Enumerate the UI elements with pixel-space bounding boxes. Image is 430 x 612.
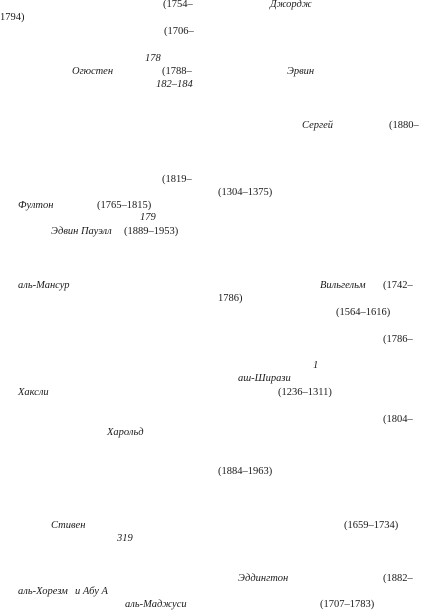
date-fragment: 1794) <box>0 12 25 23</box>
date-fragment: (1889–1953) <box>124 226 179 237</box>
date-fragment: (1754– <box>163 0 193 10</box>
name-fragment: Огюстен <box>72 66 114 77</box>
date-fragment: (1804– <box>383 414 413 425</box>
date-fragment: (1882– <box>383 573 413 584</box>
date-fragment: (1742– <box>383 280 413 291</box>
date-fragment: (1304–1375) <box>218 187 273 198</box>
page-reference: 178 <box>145 53 161 64</box>
page-reference: 182–184 <box>156 79 193 90</box>
name-fragment: Эддингтон <box>238 573 289 584</box>
date-fragment: (1236–1311) <box>278 387 332 398</box>
name-fragment: Хаксли <box>18 387 49 398</box>
page-reference: 1 <box>313 360 319 371</box>
name-fragment: Стивен <box>51 520 86 531</box>
name-fragment: Джордж <box>270 0 312 10</box>
name-fragment: аль-Маджуси <box>125 599 187 610</box>
name-fragment: аль-Хорезм <box>18 586 68 597</box>
date-fragment: (1786– <box>383 334 413 345</box>
name-fragment: Сергей <box>302 120 333 131</box>
date-fragment: (1659–1734) <box>344 520 399 531</box>
name-fragment: Эдвин Пауэлл <box>51 226 112 237</box>
name-fragment: и Абу А <box>75 586 108 597</box>
date-fragment: (1706– <box>164 26 194 37</box>
date-fragment: 1786) <box>218 293 243 304</box>
name-fragment: аш-Ширази <box>238 373 291 384</box>
date-fragment: (1564–1616) <box>336 307 391 318</box>
date-fragment: (1884–1963) <box>218 466 273 477</box>
page-reference: 179 <box>140 212 156 223</box>
name-fragment: Вильгельм <box>320 280 366 291</box>
name-fragment: Эрвин <box>287 66 315 77</box>
name-fragment: Харольд <box>107 427 144 438</box>
name-fragment: Фултон <box>18 200 54 211</box>
date-fragment: (1707–1783) <box>320 599 375 610</box>
date-fragment: (1765–1815) <box>97 200 152 211</box>
name-fragment: аль-Мансур <box>18 280 70 291</box>
date-fragment: (1880– <box>389 120 419 131</box>
page-reference: 319 <box>117 533 133 544</box>
date-fragment: (1788– <box>162 66 192 77</box>
date-fragment: (1819– <box>162 174 192 185</box>
